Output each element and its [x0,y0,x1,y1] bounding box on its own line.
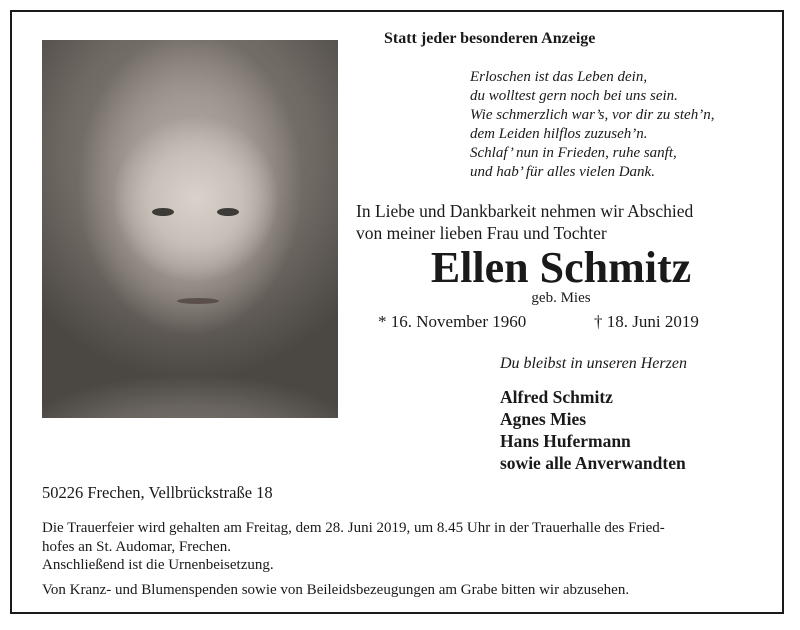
intro-line: In Liebe und Dankbarkeit nehmen wir Abschied [356,201,694,221]
donation-request: Von Kranz- und Blumenspenden sowie von Beileidsbezeugungen am Grabe bitten wir abzusehen. [42,581,630,598]
memorial-motto: Du bleibst in unseren Herzen [500,355,687,372]
birth-date: * 16. November 1960 [378,312,527,331]
ceremony-line: Die Trauerfeier wird gehalten am Freitag, dem 28. Juni 2019, um 8.45 Uhr in der Trauerhalle des Fried- [42,520,665,536]
ceremony-line: hofes an St. Audomar, Frechen. [42,538,231,555]
deceased-name: Ellen Schmitz [430,243,692,292]
poem-line: Erloschen ist das Leben dein, [470,69,648,85]
ceremony-line: Anschließend ist die Urnenbeisetzung. [42,557,274,573]
mourner-name: Hans Hufermann [500,431,631,451]
poem-line: Wie schmerzlich war’s, vor dir zu steh’n, [470,107,715,123]
mourner-name: Alfred Schmitz [500,387,613,407]
maiden-name: geb. Mies [531,290,591,306]
farewell-intro [356,200,776,244]
portrait-photo [42,40,338,418]
announcement-heading: Statt jeder besonderen Anzeige [384,30,596,47]
poem-line: dem Leiden hilflos zuzuseh’n. [470,126,648,142]
mourner-name: sowie alle Anverwandten [500,453,686,473]
poem-line: Schlaf’ nun in Frieden, ruhe sanft, [470,145,677,161]
poem-line: du wolltest gern noch bei uns sein. [470,88,678,104]
intro-line: von meiner lieben Frau und Tochter [356,223,607,243]
death-date: † 18. Juni 2019 [594,312,699,331]
family-address: 50226 Frechen, Vellbrückstraße 18 [42,483,273,502]
poem-line: und hab’ für alles vielen Dank. [470,164,655,180]
funeral-notice [42,519,762,599]
memorial-poem [470,68,770,182]
mourner-name: Agnes Mies [500,409,587,429]
mourners-list [500,386,780,474]
